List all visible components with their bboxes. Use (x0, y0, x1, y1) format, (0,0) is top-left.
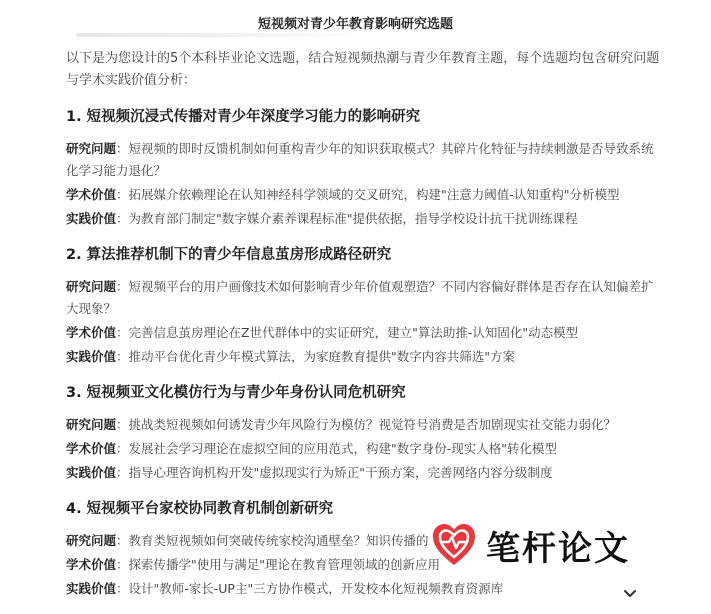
chevron-down-icon (623, 589, 637, 599)
practical-value-row (66, 578, 666, 600)
row-text: ：短视频平台的用户画像技术如何影响青少年价值观塑造？不同内容偏好群体是否存在认知偏差扩大现象？ (66, 279, 654, 316)
document-title: 短视频对青少年教育影响研究选题 (257, 17, 453, 32)
academic-value-row (66, 184, 666, 206)
row-key: 实践价值 (66, 211, 117, 226)
intro-paragraph: 以下是为您设计的5个本科毕业论文选题，结合短视频热潮与青少年教育主题，每个选题均包含研究问题与学术实践价值分析： (66, 51, 660, 88)
row-key: 研究问题 (66, 417, 117, 432)
watermark-text: 笔杆论文 (486, 528, 630, 569)
faded-text-line (76, 33, 366, 37)
section-heading: 2. 算法推荐机制下的青少年信息茧房形成路径研究 (66, 247, 392, 263)
row-text: ：设计"教师-家长-UP主"三方协作模式，开发校本化短视频教育资源库 (116, 581, 504, 596)
row-key: 实践价值 (66, 465, 117, 480)
heart-pulse-logo-icon (430, 521, 478, 569)
research-question-row (66, 276, 666, 320)
row-text: ：挑战类短视频如何诱发青少年风险行为模仿？视觉符号消费是否加剧现实社交能力弱化？ (116, 417, 617, 432)
row-text: ：短视频的即时反馈机制如何重构青少年的知识获取模式？其碎片化特征与持续刺激是否导致系统化学习能力退化？ (66, 141, 654, 178)
row-key: 实践价值 (66, 581, 117, 596)
section-heading: 3. 短视频亚文化模仿行为与青少年身份认同危机研究 (66, 385, 406, 401)
row-key: 实践价值 (66, 349, 117, 364)
row-text: ：指导心理咨询机构开发"虚拟现实行为矫正"干预方案，完善网络内容分级制度 (116, 465, 553, 480)
row-text: ：探索传播学"使用与满足"理论在教育管理领域的创新应用 (116, 557, 441, 572)
topic-section-1 (66, 106, 666, 230)
research-question-row (66, 138, 666, 182)
topic-section-2 (66, 244, 666, 368)
row-key: 研究问题 (66, 279, 117, 294)
practical-value-row (66, 208, 666, 230)
watermark (430, 517, 690, 573)
row-key: 研究问题 (66, 533, 117, 548)
row-key: 学术价值 (66, 557, 117, 572)
academic-value-row (66, 322, 666, 344)
row-text: ：发展社会学习理论在虚拟空间的应用范式，构建"数字身份-现实人格"转化模型 (116, 441, 558, 456)
row-key: 学术价值 (66, 441, 117, 456)
row-text: ：完善信息茧房理论在Z世代群体中的实证研究，建立"算法助推-认知固化"动态模型 (116, 325, 579, 340)
row-text: ：拓展媒介依赖理论在认知神经科学领域的交叉研究，构建"注意力阈值-认知重构"分析模型 (116, 187, 620, 202)
row-key: 学术价值 (66, 187, 117, 202)
academic-value-row (66, 438, 666, 460)
row-text: ：为教育部门制定"数字媒介素养课程标准"提供依据，指导学校设计抗干扰训练课程 (116, 211, 578, 226)
row-key: 学术价值 (66, 325, 117, 340)
practical-value-row (66, 346, 666, 368)
research-question-row (66, 414, 666, 436)
row-text: ：推动平台优化青少年模式算法，为家庭教育提供"数字内容共筛选"方案 (116, 349, 516, 364)
row-text: ：教育类短视频如何突破传统家校沟通壁垒？知识传播的 (116, 533, 429, 548)
scroll-down-button[interactable] (620, 586, 640, 602)
section-heading: 1. 短视频沉浸式传播对青少年深度学习能力的影响研究 (66, 109, 421, 125)
row-key: 研究问题 (66, 141, 117, 156)
topic-section-3 (66, 382, 666, 484)
section-heading: 4. 短视频平台家校协同教育机制创新研究 (66, 501, 334, 517)
practical-value-row (66, 462, 666, 484)
